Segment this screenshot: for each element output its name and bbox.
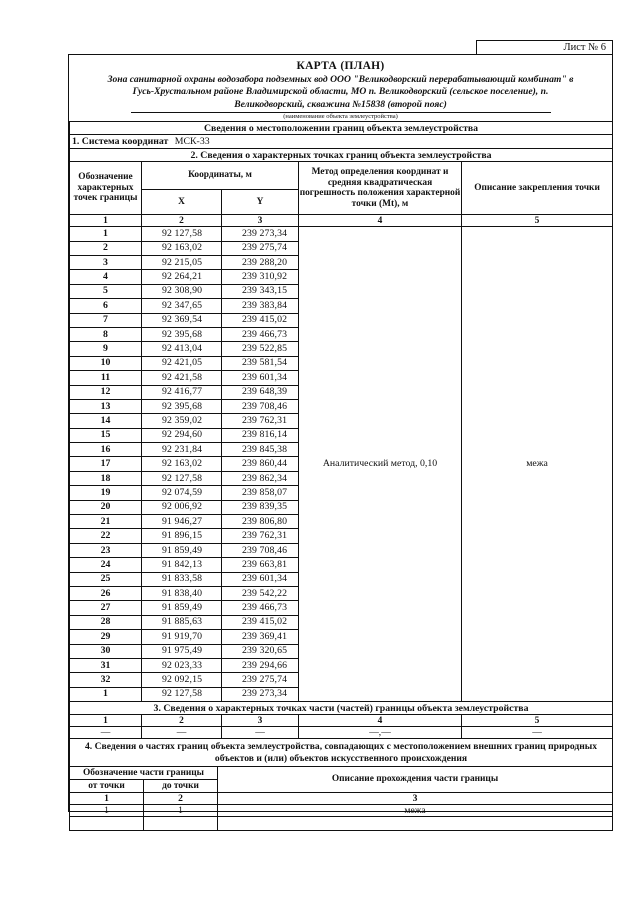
y-coordinate-cell: 239 806,80: [222, 515, 299, 529]
point-number-cell: 2: [70, 241, 142, 255]
x-coordinate-cell: 91 842,13: [142, 558, 222, 572]
x-coordinate-cell: 92 369,54: [142, 313, 222, 327]
header-from-point: от точки: [70, 780, 144, 793]
column-number: 2: [142, 715, 222, 727]
empty-cell: [218, 817, 613, 831]
x-coordinate-cell: 92 215,05: [142, 256, 222, 270]
x-coordinate-cell: 92 006,92: [142, 500, 222, 514]
header-coordinates: Координаты, м: [142, 162, 299, 190]
document-subtitle: [69, 74, 612, 111]
coord-system-label: 1. Система координат: [72, 136, 169, 148]
object-name-caption: (наименование объекта землеустройства): [283, 113, 398, 121]
point-number-cell: 15: [70, 428, 142, 442]
section2-title: 2. Сведения о характерных точках границ объекта землеустройства: [70, 149, 613, 162]
y-coordinate-cell: 239 708,46: [222, 543, 299, 557]
column-number: 3: [222, 715, 299, 727]
x-coordinate-cell: 92 421,58: [142, 371, 222, 385]
coord-system-filler: [222, 135, 613, 149]
x-coordinate-cell: 91 946,27: [142, 515, 222, 529]
point-number-cell: 21: [70, 515, 142, 529]
point-number-cell: 11: [70, 371, 142, 385]
x-coordinate-cell: 92 395,68: [142, 327, 222, 341]
y-coordinate-cell: 239 858,07: [222, 486, 299, 500]
point-number-cell: 5: [70, 284, 142, 298]
x-coordinate-cell: 92 127,58: [142, 471, 222, 485]
x-coordinate-cell: 91 859,49: [142, 601, 222, 615]
from-point-cell: 1: [70, 805, 144, 817]
point-number-cell: 17: [70, 457, 142, 471]
column-number: 3: [218, 793, 613, 805]
subtitle-line: Великодворский, скважина №15838 (второй пояс): [234, 98, 447, 110]
document-header: [69, 55, 612, 121]
point-number-cell: 9: [70, 342, 142, 356]
y-coordinate-cell: 239 275,74: [222, 673, 299, 687]
y-coordinate-cell: 239 862,34: [222, 471, 299, 485]
y-coordinate-cell: 239 383,84: [222, 299, 299, 313]
point-number-cell: 6: [70, 299, 142, 313]
x-coordinate-cell: 91 885,63: [142, 615, 222, 629]
point-description-cell: межа: [462, 227, 613, 702]
y-coordinate-cell: 239 310,92: [222, 270, 299, 284]
column-number: 1: [70, 215, 142, 227]
x-coordinate-cell: 91 919,70: [142, 630, 222, 644]
x-coordinate-cell: 92 163,02: [142, 457, 222, 471]
header-method: Метод определения координат и средняя квадратическая погрешность положения характерной точки (Mt), м: [299, 162, 462, 215]
y-coordinate-cell: 239 845,38: [222, 443, 299, 457]
method-cell: Аналитический метод, 0,10: [299, 227, 462, 702]
x-coordinate-cell: 92 395,68: [142, 399, 222, 413]
point-number-cell: 13: [70, 399, 142, 413]
y-coordinate-cell: 239 466,73: [222, 327, 299, 341]
y-coordinate-cell: 239 415,02: [222, 313, 299, 327]
dash-cell: —: [462, 727, 613, 739]
point-number-cell: 23: [70, 543, 142, 557]
section3-number-row: [70, 715, 613, 727]
y-coordinate-cell: 239 273,34: [222, 687, 299, 701]
y-coordinate-cell: 239 275,74: [222, 241, 299, 255]
y-coordinate-cell: 239 601,34: [222, 371, 299, 385]
dash-cell: —: [142, 727, 222, 739]
y-coordinate-cell: 239 581,54: [222, 356, 299, 370]
y-coordinate-cell: 239 601,34: [222, 572, 299, 586]
sheet-number-label: Лист № 6: [476, 40, 613, 54]
point-number-cell: 25: [70, 572, 142, 586]
point-number-cell: 27: [70, 601, 142, 615]
points-table-body: [70, 227, 613, 702]
y-coordinate-cell: 239 762,31: [222, 529, 299, 543]
y-coordinate-cell: 239 839,35: [222, 500, 299, 514]
x-coordinate-cell: 92 308,90: [142, 284, 222, 298]
point-number-cell: 26: [70, 586, 142, 600]
boundary-description-cell: межа: [218, 805, 613, 817]
x-coordinate-cell: 91 833,58: [142, 572, 222, 586]
y-coordinate-cell: 239 273,34: [222, 227, 299, 241]
point-number-cell: 29: [70, 630, 142, 644]
empty-cell: [70, 817, 144, 831]
point-number-cell: 3: [70, 256, 142, 270]
section4-title: 4. Сведения о частях границ объекта землеустройства, совпадающих с местоположением внешних границ природных объектов и (или) объектов искусственного происхождения: [70, 739, 613, 767]
column-number-row: [70, 215, 613, 227]
column-number: 2: [142, 215, 222, 227]
point-number-cell: 12: [70, 385, 142, 399]
section4-table: [69, 739, 613, 831]
point-number-cell: 16: [70, 443, 142, 457]
column-number: 5: [462, 215, 613, 227]
subtitle-line: Зона санитарной охраны водозабора подземных вод ООО "Великодворский перерабатывающий комбинат" в: [107, 74, 574, 85]
coord-system-label-cell: [70, 135, 222, 149]
y-coordinate-cell: 239 708,46: [222, 399, 299, 413]
point-number-cell: 20: [70, 500, 142, 514]
point-number-cell: 24: [70, 558, 142, 572]
column-number: 1: [70, 715, 142, 727]
x-coordinate-cell: 92 359,02: [142, 414, 222, 428]
document-title: КАРТА (ПЛАН): [296, 60, 385, 72]
point-number-cell: 19: [70, 486, 142, 500]
column-number: 1: [70, 793, 144, 805]
header-point-description: Описание закрепления точки: [462, 162, 613, 215]
table-row: [70, 805, 613, 817]
y-coordinate-cell: 239 860,44: [222, 457, 299, 471]
x-coordinate-cell: 91 838,40: [142, 586, 222, 600]
x-coordinate-cell: 91 896,15: [142, 529, 222, 543]
point-number-cell: 14: [70, 414, 142, 428]
table-row: [70, 227, 613, 241]
header-to-point: до точки: [144, 780, 218, 793]
point-number-cell: 28: [70, 615, 142, 629]
coord-system-value: МСК-33: [174, 136, 210, 148]
y-coordinate-cell: 239 542,22: [222, 586, 299, 600]
column-number: 3: [222, 215, 299, 227]
y-coordinate-cell: 239 466,73: [222, 601, 299, 615]
x-coordinate-cell: 91 975,49: [142, 644, 222, 658]
point-number-cell: 31: [70, 658, 142, 672]
column-number: 4: [299, 215, 462, 227]
column-number: 5: [462, 715, 613, 727]
x-coordinate-cell: 92 421,05: [142, 356, 222, 370]
subtitle-line: Гусь-Хрустальном районе Владимирской области, МО п. Великодворский (сельское поселение), п.: [132, 86, 549, 98]
point-number-cell: 32: [70, 673, 142, 687]
point-number-cell: 7: [70, 313, 142, 327]
x-coordinate-cell: 92 074,59: [142, 486, 222, 500]
point-number-cell: 18: [70, 471, 142, 485]
main-table: [69, 121, 613, 739]
header-x: X: [142, 190, 222, 215]
y-coordinate-cell: 239 288,20: [222, 256, 299, 270]
y-coordinate-cell: 239 762,31: [222, 414, 299, 428]
document-frame: [68, 54, 613, 816]
y-coordinate-cell: 239 369,41: [222, 630, 299, 644]
y-coordinate-cell: 239 415,02: [222, 615, 299, 629]
column-number: 2: [144, 793, 218, 805]
x-coordinate-cell: 92 347,65: [142, 299, 222, 313]
header-boundary-part: Обозначение части границы: [70, 767, 218, 780]
x-coordinate-cell: 92 023,33: [142, 658, 222, 672]
to-point-cell: 1: [144, 805, 218, 817]
section3-title: 3. Сведения о характерных точках части (частей) границы объекта землеустройства: [70, 702, 613, 715]
y-coordinate-cell: 239 663,81: [222, 558, 299, 572]
point-number-cell: 1: [70, 227, 142, 241]
column-number: 4: [299, 715, 462, 727]
point-number-cell: 1: [70, 687, 142, 701]
section-main-title: Сведения о местоположении границ объекта землеустройства: [70, 122, 613, 135]
x-coordinate-cell: 92 127,58: [142, 687, 222, 701]
dash-cell: —: [70, 727, 142, 739]
x-coordinate-cell: 92 127,58: [142, 227, 222, 241]
x-coordinate-cell: 92 092,15: [142, 673, 222, 687]
point-number-cell: 10: [70, 356, 142, 370]
y-coordinate-cell: 239 320,65: [222, 644, 299, 658]
dash-cell: —,—: [299, 727, 462, 739]
x-coordinate-cell: 92 264,21: [142, 270, 222, 284]
y-coordinate-cell: 239 816,14: [222, 428, 299, 442]
section4-number-row: [70, 793, 613, 805]
point-number-cell: 22: [70, 529, 142, 543]
point-number-cell: 8: [70, 327, 142, 341]
bottom-empty-row: [70, 817, 613, 831]
x-coordinate-cell: 92 413,04: [142, 342, 222, 356]
x-coordinate-cell: 92 294,60: [142, 428, 222, 442]
section3-dash-row: [70, 727, 613, 739]
x-coordinate-cell: 92 416,77: [142, 385, 222, 399]
y-coordinate-cell: 239 294,66: [222, 658, 299, 672]
x-coordinate-cell: 92 231,84: [142, 443, 222, 457]
x-coordinate-cell: 92 163,02: [142, 241, 222, 255]
empty-cell: [144, 817, 218, 831]
point-number-cell: 4: [70, 270, 142, 284]
y-coordinate-cell: 239 648,39: [222, 385, 299, 399]
point-number-cell: 30: [70, 644, 142, 658]
header-y: Y: [222, 190, 299, 215]
header-boundary-description: Описание прохождения части границы: [218, 767, 613, 793]
x-coordinate-cell: 91 859,49: [142, 543, 222, 557]
y-coordinate-cell: 239 343,15: [222, 284, 299, 298]
y-coordinate-cell: 239 522,85: [222, 342, 299, 356]
dash-cell: —: [222, 727, 299, 739]
header-point-designation: Обозначение характерных точек границы: [70, 162, 142, 215]
